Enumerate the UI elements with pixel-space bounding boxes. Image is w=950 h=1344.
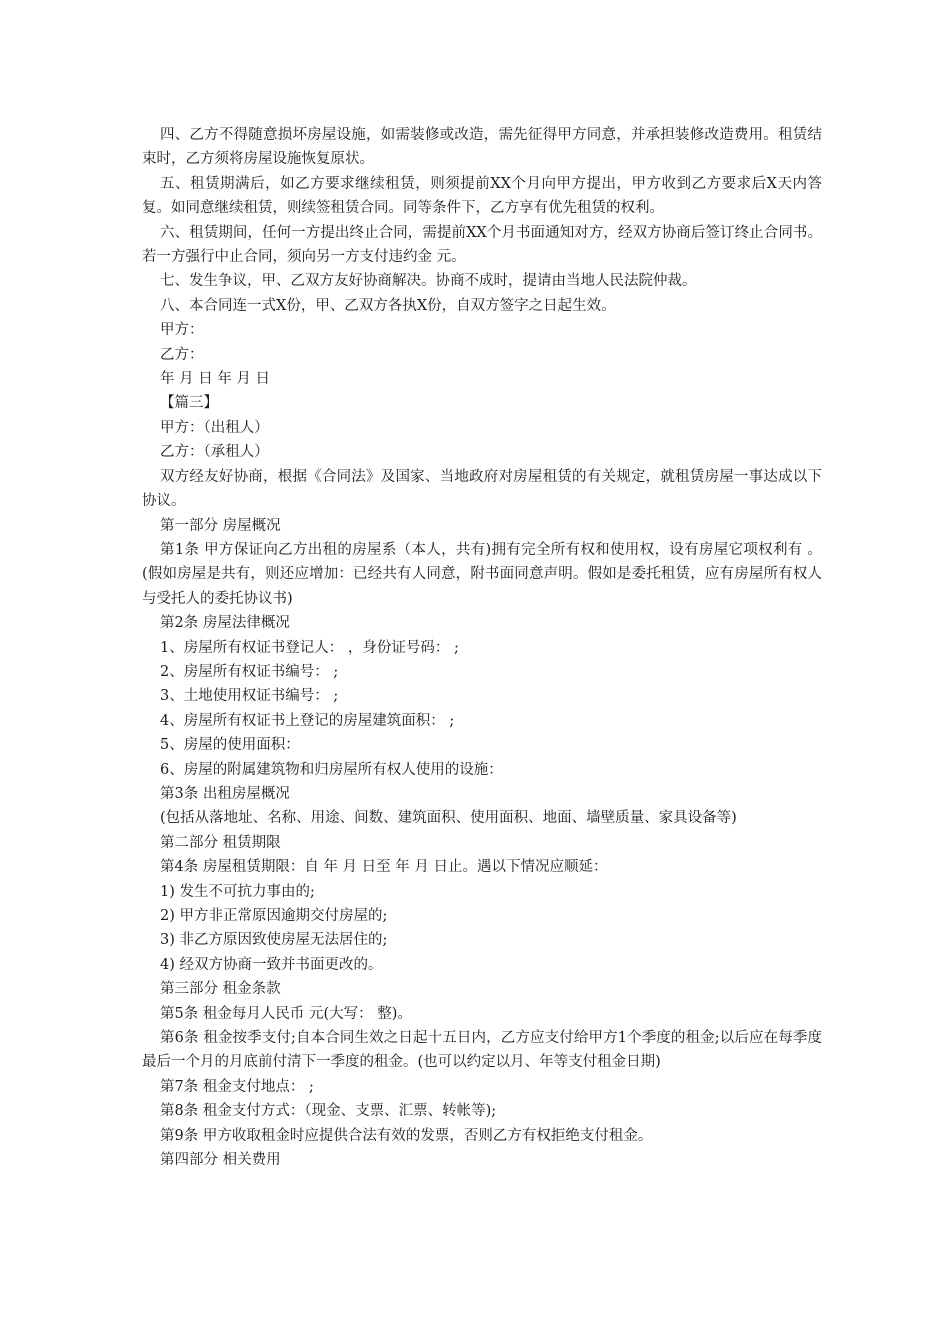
signature-party-b: 乙方： bbox=[160, 346, 204, 363]
list-item: 5、房屋的使用面积： bbox=[160, 737, 300, 754]
article-3: 第3条 出租房屋概况 bbox=[160, 785, 290, 802]
article-3-detail: (包括从落地址、名称、用途、间数、建筑面积、使用面积、地面、墙壁质量、家具设备等) bbox=[160, 810, 737, 827]
paragraph-clause-4: 四、乙方不得随意损坏房屋设施，如需装修或改造，需先征得甲方同意，并承担装修改造费用。租赁结束时，乙方须将房屋设施恢复原状。 bbox=[142, 127, 822, 168]
part-heading-2: 第二部分 租赁期限 bbox=[160, 834, 281, 851]
article-9: 第9条 甲方收取租金时应提供合法有效的发票，否则乙方有权拒绝支付租金。 bbox=[160, 1127, 653, 1144]
article-1: 第1条 甲方保证向乙方出租的房屋系（本人，共有)拥有完全所有权和使用权，设有房屋它项权利有 。(假如房屋是共有，则还应增加：已经共有人同意，附书面同意声明。假如是委托租赁，应有房屋所有权人与受托人的委托协议书) bbox=[142, 541, 822, 607]
article-2: 第2条 房屋法律概况 bbox=[160, 615, 290, 632]
article-8: 第8条 租金支付方式：（现金、支票、汇票、转帐等); bbox=[160, 1103, 497, 1120]
paragraph-clause-5: 五、租赁期满后，如乙方要求继续租赁，则须提前XX个月向甲方提出，甲方收到乙方要求后X天内答复。如同意继续租赁，则续签租赁合同。同等条件下，乙方享有优先租赁的权利。 bbox=[142, 175, 822, 217]
part-heading-4: 第四部分 相关费用 bbox=[160, 1152, 281, 1169]
article-5: 第5条 租金每月人民币 元(大写： 整)。 bbox=[160, 1005, 412, 1022]
list-item: 4) 经双方协商一致并书面更改的。 bbox=[160, 956, 383, 973]
document-body bbox=[142, 123, 822, 1172]
section-heading: 【篇三】 bbox=[160, 395, 218, 412]
article-6: 第6条 租金按季支付;自本合同生效之日起十五日内，乙方应支付给甲方1个季度的租金;以后应在每季度最后一个月的月底前付清下一季度的租金。(也可以约定以月、年等支付租金日期) bbox=[142, 1030, 822, 1071]
paragraph-clause-6: 六、租赁期间，任何一方提出终止合同，需提前XX个月书面通知对方，经双方协商后签订终止合同书。若一方强行中止合同，须向另一方支付违约金 元。 bbox=[142, 224, 822, 266]
list-item: 3) 非乙方原因致使房屋无法居住的; bbox=[160, 932, 388, 949]
list-item: 1、房屋所有权证书登记人： ，身份证号码： ; bbox=[160, 639, 459, 656]
part-heading-3: 第三部分 租金条款 bbox=[160, 981, 281, 998]
article-7: 第7条 租金支付地点： ; bbox=[160, 1078, 314, 1095]
party-a-line: 甲方：（出租人） bbox=[160, 419, 269, 436]
signature-party-a: 甲方： bbox=[160, 322, 204, 339]
list-item: 3、土地使用权证书编号： ; bbox=[160, 688, 339, 705]
list-item: 2) 甲方非正常原因逾期交付房屋的; bbox=[160, 908, 388, 924]
paragraph-clause-8: 八、本合同连一式X份，甲、乙双方各执X份，自双方签字之日起生效。 bbox=[160, 297, 616, 314]
signature-date: 年 月 日 年 月 日 bbox=[160, 371, 271, 388]
list-item: 2、房屋所有权证书编号： ; bbox=[160, 663, 339, 680]
paragraph-clause-7: 七、发生争议，甲、乙双方友好协商解决。协商不成时，提请由当地人民法院仲裁。 bbox=[160, 273, 697, 290]
list-item: 4、房屋所有权证书上登记的房屋建筑面积： ; bbox=[160, 712, 455, 729]
preamble: 双方经友好协商，根据《合同法》及国家、当地政府对房屋租赁的有关规定，就租赁房屋一事达成以下协议。 bbox=[142, 468, 822, 510]
article-4: 第4条 房屋租赁期限：自 年 月 日至 年 月 日止。遇以下情况应顺延： bbox=[160, 859, 608, 876]
party-b-line: 乙方：（承租人） bbox=[160, 444, 269, 461]
list-item: 1) 发生不可抗力事由的; bbox=[160, 883, 315, 900]
part-heading-1: 第一部分 房屋概况 bbox=[160, 517, 281, 534]
list-item: 6、房屋的附属建筑物和归房屋所有权人使用的设施： bbox=[160, 761, 503, 778]
